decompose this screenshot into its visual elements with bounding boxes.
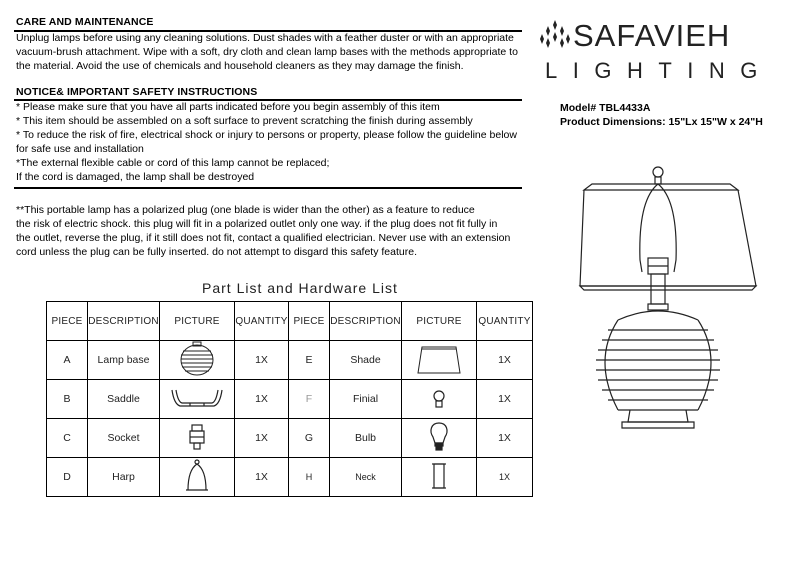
description-cell: Socket xyxy=(88,419,160,458)
notice-text xyxy=(16,100,528,184)
piece-cell: E xyxy=(289,341,330,380)
finial-icon xyxy=(402,380,476,418)
table-row xyxy=(47,341,533,380)
picture-cell xyxy=(402,380,477,419)
care-text xyxy=(16,31,526,73)
bulb-icon xyxy=(402,419,476,457)
quantity-cell: 1X xyxy=(235,458,289,497)
plug-line: the outlet, reverse the plug, if it still does not fit, contact a qualified electrician. Never use with an extension xyxy=(16,232,511,244)
plug-line: the risk of electric shock. this plug will fit in a polarized outlet only one way. if the plug does not fit fully in xyxy=(16,218,498,230)
table-row xyxy=(47,380,533,419)
quantity-cell: 1X xyxy=(477,380,533,419)
notice-line: * Please make sure that you have all parts indicated before you begin assembly of this item xyxy=(16,101,440,113)
care-line: Unplug lamps before using any cleaning solutions. Dust shades with a feather duster or with an appropriate xyxy=(16,32,514,44)
header-cell: PIECE xyxy=(289,302,330,341)
socket-icon xyxy=(160,419,234,457)
notice-line: * To reduce the risk of fire, electrical shock or injury to persons or property, please follow the guideline below xyxy=(16,129,517,141)
quantity-cell: 1X xyxy=(235,341,289,380)
piece-cell: B xyxy=(47,380,88,419)
notice-line: * This item should be assembled on a soft surface to prevent scratching the finish during assembly xyxy=(16,115,473,127)
notice-title: NOTICE& IMPORTANT SAFETY INSTRUCTIONS xyxy=(16,86,258,98)
lamp-illustration xyxy=(578,160,758,520)
piece-cell: G xyxy=(289,419,330,458)
description-cell: Bulb xyxy=(330,419,402,458)
notice-line: for safe use and installation xyxy=(16,143,144,155)
brand-logo xyxy=(540,18,570,50)
model-number: Model# TBL4433A xyxy=(560,102,651,114)
quantity-cell: 1X xyxy=(477,419,533,458)
description-cell: Finial xyxy=(330,380,402,419)
quantity-cell: 1X xyxy=(477,341,533,380)
header-cell: PICTURE xyxy=(402,302,477,341)
description-cell: Saddle xyxy=(88,380,160,419)
quantity-cell: 1X xyxy=(235,380,289,419)
header-cell: PIECE xyxy=(47,302,88,341)
care-line: vacuum-brush attachment. Wipe with a soft, dry cloth and clean lamp bases with the methods appropriate to xyxy=(16,46,518,58)
harp-icon xyxy=(160,458,234,496)
piece-cell: D xyxy=(47,458,88,497)
header-cell: QUANTITY xyxy=(477,302,533,341)
header-cell: PICTURE xyxy=(160,302,235,341)
divider xyxy=(14,187,522,189)
picture-cell xyxy=(160,419,235,458)
piece-cell: H xyxy=(289,458,330,497)
quantity-cell: 1X xyxy=(235,419,289,458)
care-line: the material. Avoid the use of chemicals and household cleaners as they may damage the finish. xyxy=(16,60,464,72)
parts-table-title: Part List and Hardware List xyxy=(202,280,398,296)
brand-name: SAFAVIEH xyxy=(573,18,731,53)
product-specs xyxy=(560,101,763,129)
plug-line: cord unless the plug can be fully inserted. do not attempt to disgard this safety feature. xyxy=(16,246,417,258)
lamp-drawing xyxy=(578,160,758,520)
neck-icon xyxy=(402,458,476,496)
description-cell: Harp xyxy=(88,458,160,497)
shade-icon xyxy=(402,341,476,379)
quantity-cell: 1X xyxy=(477,458,533,497)
saddle-icon xyxy=(160,380,234,418)
picture-cell xyxy=(402,458,477,497)
header-cell: QUANTITY xyxy=(235,302,289,341)
plug-warning xyxy=(16,203,528,259)
picture-cell xyxy=(402,341,477,380)
chandelier-icon xyxy=(540,18,570,50)
picture-cell xyxy=(160,380,235,419)
brand-sub: LIGHTING xyxy=(545,58,773,83)
piece-cell: C xyxy=(47,419,88,458)
piece-cell: A xyxy=(47,341,88,380)
picture-cell xyxy=(160,341,235,380)
product-dimensions: Product Dimensions: 15"Lx 15"W x 24"H xyxy=(560,116,763,128)
table-row xyxy=(47,419,533,458)
header-cell: DESCRIPTION xyxy=(330,302,402,341)
parts-table xyxy=(46,301,533,497)
table-row xyxy=(47,458,533,497)
lamp-base-icon xyxy=(160,341,234,379)
description-cell: Neck xyxy=(330,458,402,497)
header-cell: DESCRIPTION xyxy=(88,302,160,341)
picture-cell xyxy=(160,458,235,497)
care-title: CARE AND MAINTENANCE xyxy=(16,16,154,28)
description-cell: Shade xyxy=(330,341,402,380)
picture-cell xyxy=(402,419,477,458)
description-cell: Lamp base xyxy=(88,341,160,380)
plug-line: **This portable lamp has a polarized plug (one blade is wider than the other) as a feature to reduce xyxy=(16,204,475,216)
piece-cell: F xyxy=(289,380,330,419)
table-header-row xyxy=(47,302,533,341)
notice-line: *The external flexible cable or cord of this lamp cannot be replaced; xyxy=(16,157,330,169)
notice-line: If the cord is damaged, the lamp shall be destroyed xyxy=(16,171,255,183)
